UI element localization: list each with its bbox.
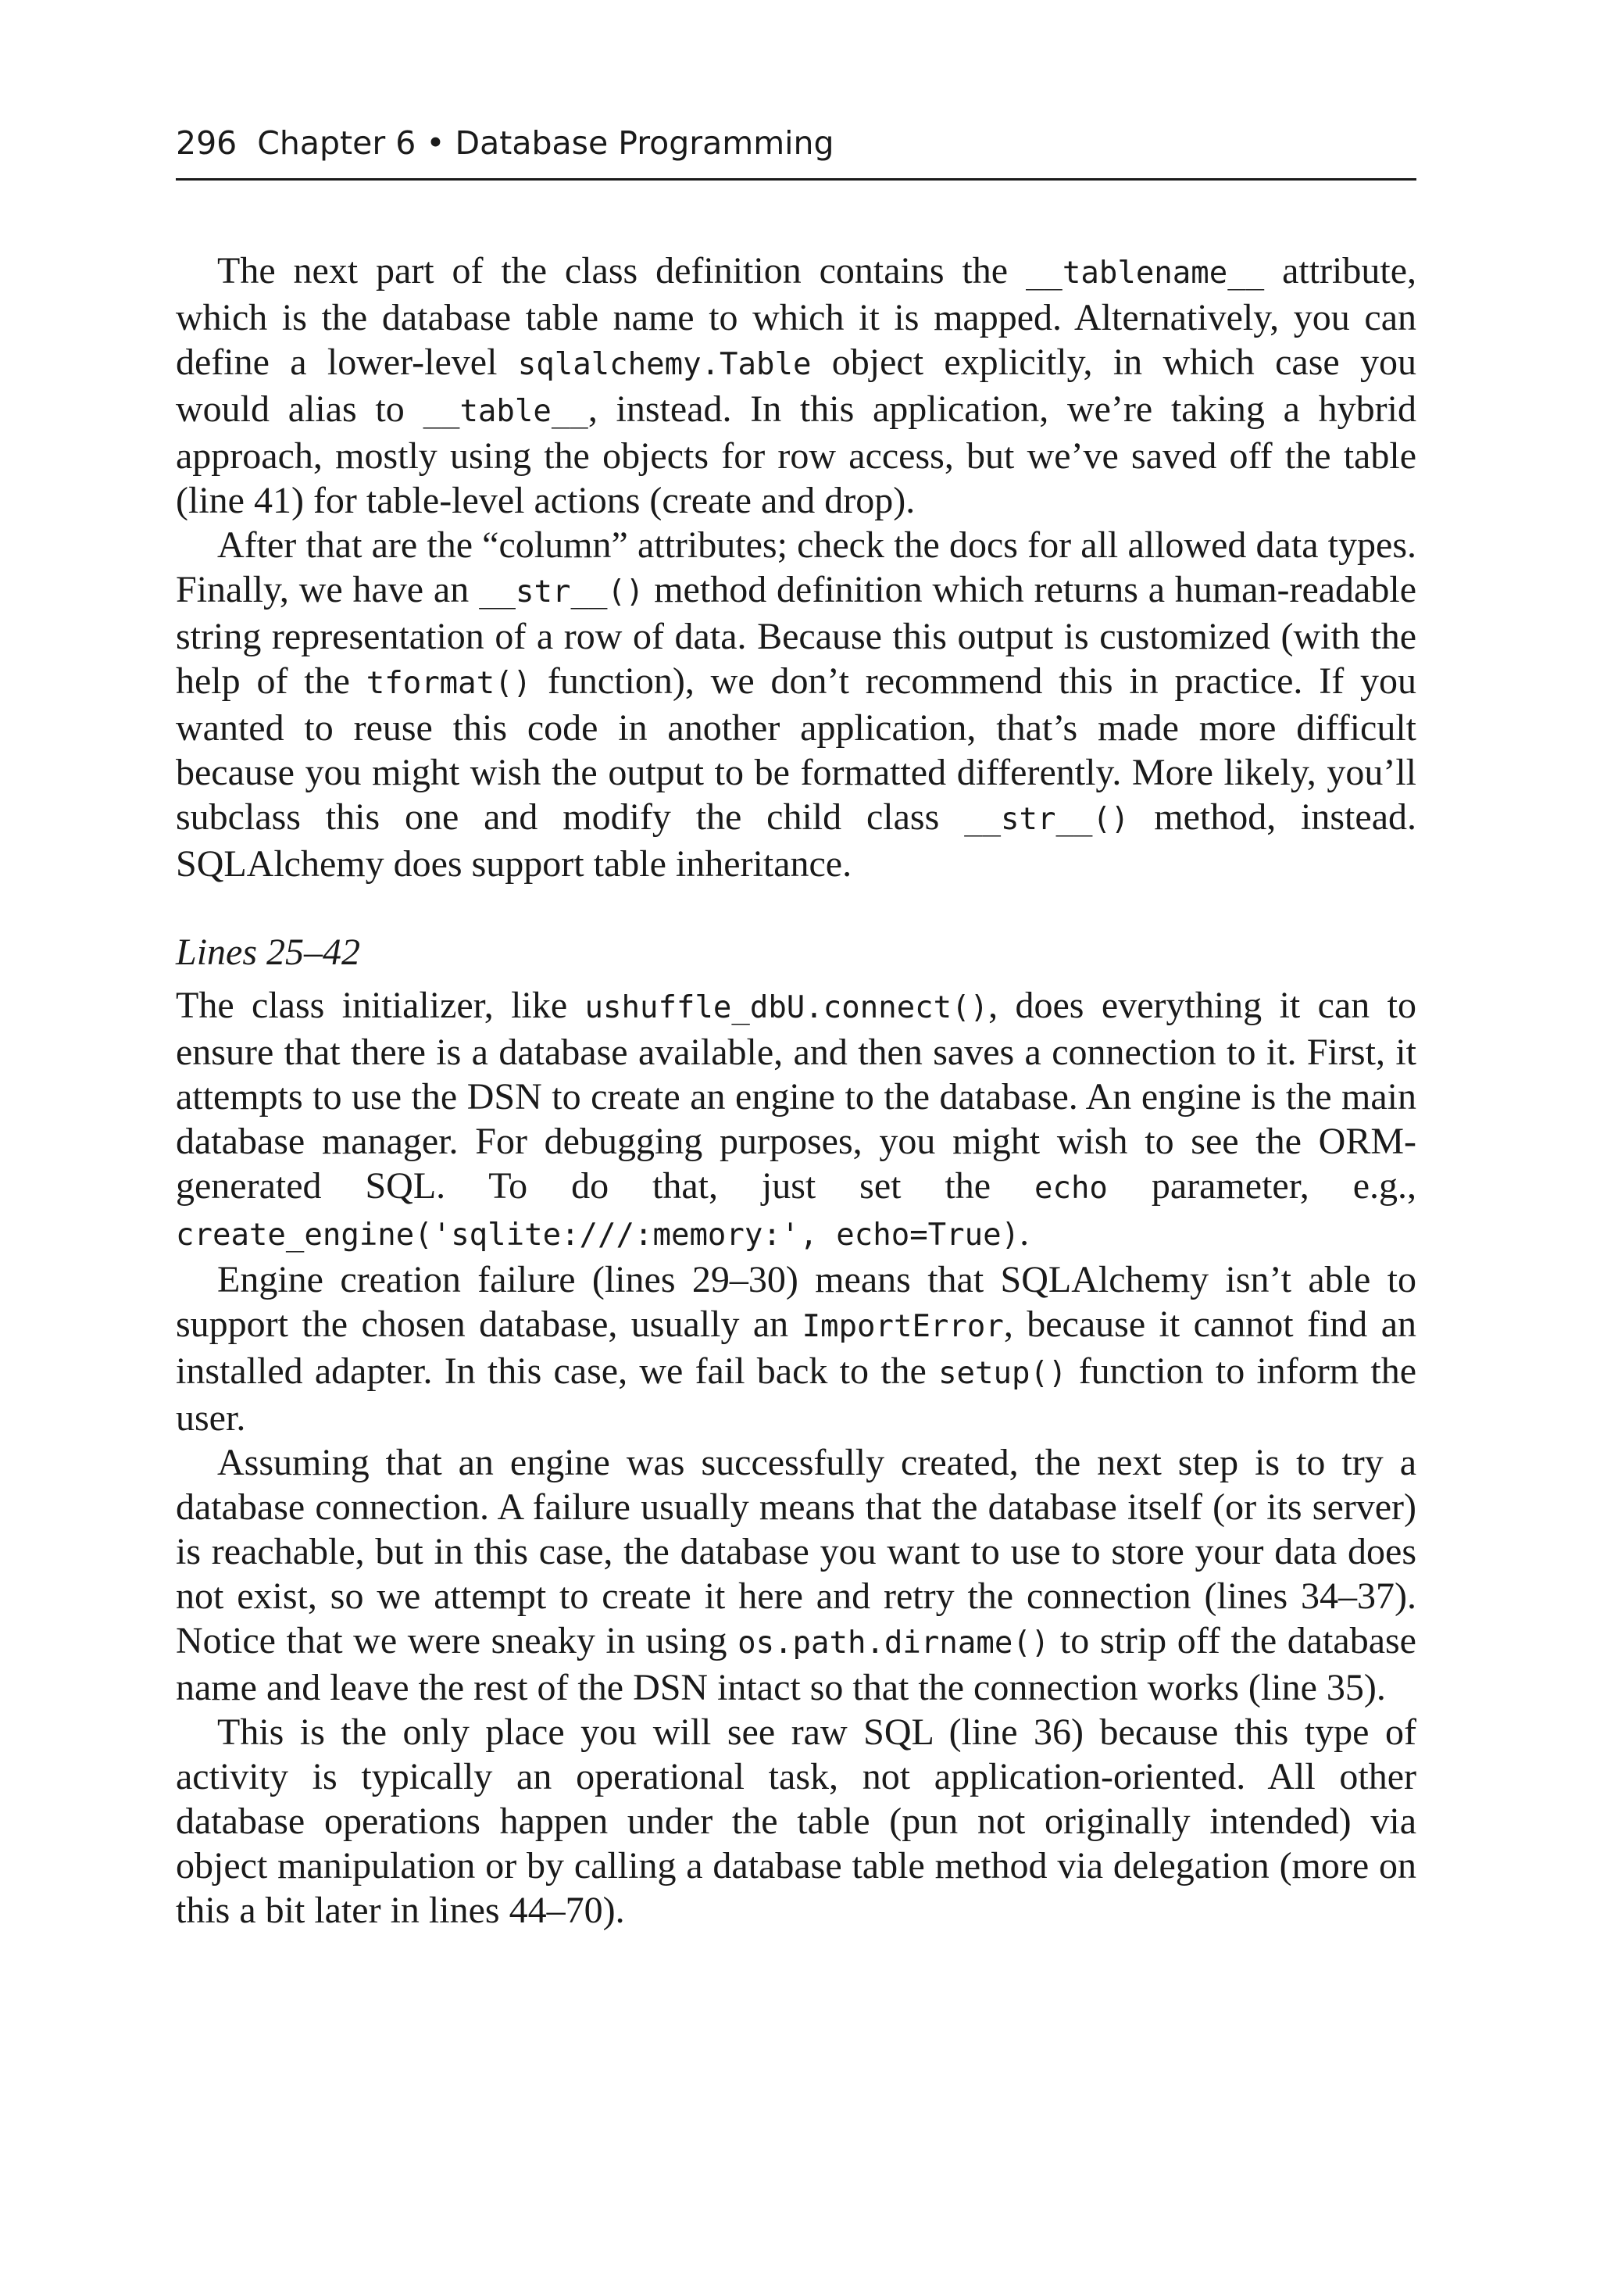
section-heading: Lines 25–42: [176, 932, 361, 973]
inline-code: __table__: [423, 394, 588, 429]
inline-code: setup(): [938, 1356, 1067, 1391]
inline-code: create_engine('sqlite:///:memory:', echo=True): [176, 1218, 1020, 1253]
text-run: method definition which returns a human-readable string representation of a row of data. Because this output is customized (with the help of the: [176, 569, 1416, 702]
text-run: function), we don’t recommend this in practice. If you wanted to reuse this code in another application, that’s made more difficult because you might wish the output to be formatted differently. More likely, you’ll subclass this one and modify the child class: [176, 660, 1416, 838]
text-run: to strip off the database name and leave the rest of the DSN intact so that the connection works (line 35).: [176, 1620, 1416, 1708]
inline-code: ImportError: [802, 1309, 1004, 1344]
chapter-title: Chapter 6 • Database Programming: [257, 124, 834, 162]
inline-code: __str__(): [479, 574, 645, 610]
text-run: .: [1020, 1212, 1030, 1254]
paragraph-connection: [176, 1440, 1416, 1710]
page-number: 296: [176, 124, 238, 162]
inline-code: __str__(): [964, 802, 1130, 837]
inline-code: sqlalchemy.Table: [517, 347, 812, 382]
body-text: [176, 249, 1416, 1933]
text-run: After that are the “column” attributes; check the docs for all allowed data types. Finally, we have an: [176, 524, 1416, 610]
inline-code: __tablename__: [1025, 256, 1265, 291]
paragraph-column-attributes: [176, 523, 1416, 886]
header-rule: [176, 178, 1416, 181]
paragraph-class-initializer: [176, 983, 1416, 1257]
text-run: object explicitly, in which case you would alias to: [176, 342, 1417, 430]
running-head: [176, 123, 1416, 163]
inline-code: os.path.dirname(): [738, 1625, 1050, 1661]
text-run: parameter, e.g.,: [1107, 1165, 1416, 1207]
text-run: , because it cannot find an installed adapter. In this case, we fail back to the: [176, 1304, 1417, 1392]
text-run: The next part of the class definition contains the: [217, 250, 1026, 291]
text-run: function to inform the user.: [176, 1350, 1416, 1439]
text-run: Assuming that an engine was successfully created, the next step is to try a database connection. A failure usually means that the database itself (or its server) is reachable, but in this case, the database you want to use to store your data does not exist, so we attempt to create it here and retry the connection (lines 34–37). Notice that we were sneaky in using: [176, 1442, 1416, 1661]
paragraph-tablename: [176, 249, 1416, 523]
inline-code: echo: [1034, 1171, 1108, 1206]
text-run: attribute, which is the database table name to which it is mapped. Alternatively, you can define a lower-level: [176, 250, 1416, 383]
text-run: , does everything it can to ensure that there is a database available, and then saves a connection to it. First, it attempts to use the DSN to create an engine to the database. An engine is the main database manager. For debugging purposes, you might wish to see the ORM-generated SQL. To do that, just set the: [176, 985, 1416, 1207]
paragraph-engine-failure: [176, 1257, 1416, 1440]
inline-code: tformat(): [366, 666, 532, 701]
text-run: Engine creation failure (lines 29–30) means that SQLAlchemy isn’t able to support the chosen database, usually an: [176, 1259, 1416, 1345]
text-run: , instead. In this application, we’re taking a hybrid approach, mostly using the objects for row access, but we’ve saved off the table (line 41) for table-level actions (create and drop).: [176, 388, 1417, 521]
text-run: The class initializer, like: [176, 985, 585, 1026]
paragraph-raw-sql: This is the only place you will see raw SQL (line 36) because this type of activity is typically an operational task, not application-oriented. All other database operations happen under the table (pun not originally intended) via object manipulation or by calling a database table method via delegation (more on this a bit later in lines 44–70).: [176, 1711, 1416, 1931]
inline-code: ushuffle_dbU.connect(): [584, 990, 989, 1025]
text-run: method, instead. SQLAlchemy does support table inheritance.: [176, 796, 1416, 885]
